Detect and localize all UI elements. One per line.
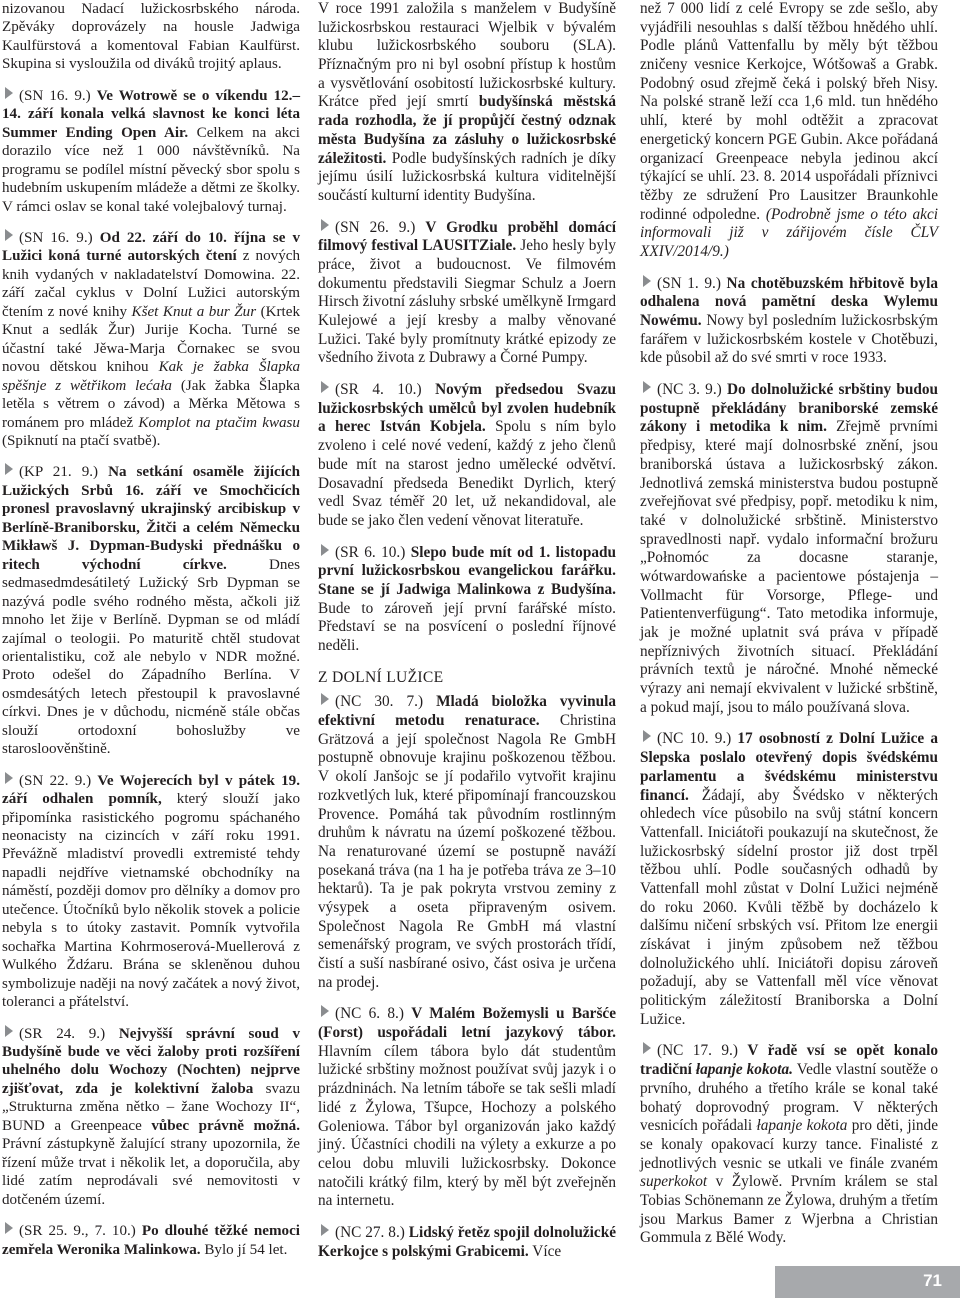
arrow-right-icon: [5, 1025, 13, 1037]
arrow-right-icon: [5, 87, 13, 99]
news-item: (NC 17. 9.) V řadě vsí se opět konalo tradiční łapanje kokota. Vedle vlastní soutěže o prvního, druhého a třetího krále se konal také bohatý doprovodný program. V některých vesnicích pořádali łapanje kokota pro děti, jinde se konaly opakovací kurzy tance. Finalisté z jednotlivých vesnic se utkali ve finále zvaném superkokot v Žylowě. Prvním králem se stal Tobias Schönemann ze Žylowa, druhým a třetím jsou Markus Bamer z Wjerbna a Christian Gommula z Bělé Wody.: [640, 1042, 938, 1247]
arrow-right-icon: [643, 730, 651, 742]
section-heading: Z DOLNÍ LUŽICE: [318, 668, 444, 686]
arrow-right-icon: [321, 1224, 329, 1236]
arrow-right-icon: [321, 381, 329, 393]
news-item: (SR 25. 9., 7. 10.) Po dlouhé těžké nemoci zemřela Weronika Malinkowa. Bylo jí 54 let.: [2, 1223, 300, 1258]
col3-intro: než 7 000 lidí z celé Evropy se zde sešlo, aby vyjádřili nesouhlas s další těžbou hnědého uhlí. Podle plánů Vattenfallu by měly být těžbou zničeny vesnice Kerkojce, Wótšowaš a Grabk. Podobný osud zřejmě čeká i polský břeh Nisy. Na polské straně leží cca 1,6 mld. tun hnědého uhlí, které by mohl odtěžit a zpracovat energetický koncern PGE Gubin. Akce pořádaná organizací Greenpeace nebyla jedinou akcí týkající se uhlí. 23. 8. 2014 uspořádali příznivci těžby ze sdružení Pro Lausitzer Braunkohle rodinné odpoledne. (Podrobně jsme o této akci informovali již v zářijovém čísle ČLV XXIV/2014/9.): [640, 0, 938, 260]
news-item: (SN 26. 9.) V Grodku proběhl domácí filmový festival LAUSITZiale. Jeho hesly byly práce, život a budoucnost. Ve filmovém dokumentu představili Siegmar Schulz a Joern Hirsch životní zásluhy srbské umělkyně Irmgard Kulejowé a její kresby a malby věnované Lužici. Také byly promítnuty krátké epizody ze všedního života z Dubrawy a Čorné Pumpy.: [318, 218, 617, 367]
news-item: (NC 3. 9.) Do dolnolužické srbštiny budou postupně překládány braniborské zemské zákony i metodika k nim. Zřejmě prvními předpisy, které mají dolnosrbské znění, jsou braniborská ústava a lužickosrbský zákon. Jednotlivá zemská ministerstva budou postupně zveřejňovat své předpisy, popř. metodiku k nim, také v dolnolužické srbštině. Ministerstvo spravedlnosti např. vydalo informační brožuru „Połnomóc za docasne staranje, wótwardowańske a pacientowe póstajenja – Vollmacht für Vorsorge, Pflege- und Patientenverfügung“. Tato metodika informuje, jak je možné uplatnit svá práva v případě nepříznivých životních situací. Překládání právních textů je náročné. Mnohé německé výrazy ani nemají ekvivalent v lužické srbštině, a pokud mají, jsou to málo používaná slova.: [640, 381, 939, 716]
arrow-right-icon: [321, 1005, 329, 1017]
arrow-right-icon: [321, 544, 329, 556]
column-3: [640, 0, 938, 1261]
news-item: (SN 16. 9.) Od 22. září do 10. října se v Lužici koná turné autorských čtení z nových knih vydaných v nakladatelství Domowina. 22. září začal cyklus v Dolní Lužici autorským čtením z nové knihy Kšet Knut a bur Žur (Krtek Knut a sedlák Žur) Jurije Kocha. Turné se účastní také Jěwa-Marja Čornakec se svou novou dětskou knihou Kak je žabka Šlapka spěšnje z wětřikom lećała (Jak žabka Šlapka letěla s větrem o závod) a Měrka Mětowa s románem pro mládež Komplot na ptačim kwasu (Spiknutí na ptačí svatbě).: [2, 229, 301, 449]
news-item: (SR 6. 10.) Slepo bude mít od 1. listopadu první lužickosrbskou evangelickou farářku. Stane se jí Jadwiga Malinkowa z Budyšína. Bude to zároveň její první farářské místo. Představí se na posvícení o poslední říjnové neděli.: [318, 543, 617, 654]
arrow-right-icon: [5, 1222, 13, 1234]
news-item: (SN 1. 9.) Na chotěbuzském hřbitově byla odhalena nová pamětní deska Wylemu Nowému. Nowy byl posledním lužickosrbským farářem v lužickosrbském kostele v Chotěbuzi, kde působil až do své smrti v roce 1933.: [640, 274, 938, 367]
page-number: 71: [923, 1271, 942, 1290]
column-1: [2, 0, 300, 1272]
arrow-right-icon: [643, 381, 651, 393]
news-item: (SN 22. 9.) Ve Wojerecích byl v pátek 19. září odhalen pomník, který slouží jako připomínka rasistického pogromu spáchaného neonacisty na cizincích v září roku 1991. Převážně mladiství provedli extremisté tehdy napadli nejdříve vietnamské obchodníky na náměstí, později domov pro dělníky a domov pro utečence. Útočníků bylo několik stovek a policie nebyla s to útoky zastavit. Pomník vytvořila sochařka Martina Kohrmoserová-Muellerová z Wulkého Ždźaru. Brána se skleněnou duhou symbolizuje naději na nový začátek a nový život, toleranci a přátelství.: [2, 772, 300, 1011]
news-item: (KP 21. 9.) Na setkání osaměle žijících Lužických Srbů 16. září ve Smochčicích pronesl pravoslavný ukrajinský arcibiskup v Berlíně-Braniborsku, Žitči a celém Německu Mikławš J. Dypman-Budyski přednášku o ritech východní církve. Dnes sedmasedmdesátiletý Lužický Srb Dypman se nazývá podle svého rodného města, ačkoli již mnoho let žije v Berlíně. Dypman se od mládí zajímal o teologii. Po maturitě chtěl studovat orientalistiku, což ale nebylo v NDR možné. Proto odešel do Západního Berlína. V osmdesátých letech přestoupil k pravoslavné církvi. Dnes je v důchodu, nicméně stále občas slouží ortodoxní bohoslužby ve starosloověnštině.: [2, 464, 300, 758]
news-item: (SR 24. 9.) Nejvyšší správní soud v Budyšíně bude ve věci žaloby proti rozšíření uhelného dolu Wochozy (Nochten) nejprve zjišťovat, zda je kolektivní žaloba svazu „Strukturna změna nětko – žane Wochozy II“, BUND a Greenpeace vůbec právně možná. Právní zástupkyně žalující strany upozornila, že řízení může trvat i několik let, a doporučila, aby lidé zatím neprodávali své nemovitosti v dotčeném území.: [2, 1025, 300, 1208]
arrow-right-icon: [643, 275, 651, 287]
news-item: (NC 30. 7.) Mladá bioložka vyvinula efektivní metodu renaturace. Christina Grätzová a její společnost Nagola Re GmbH postupně obnovuje krajinu poškozenou těžbou. V okolí Janšojc se jí podařilo vytvořit krajinu rozkvetlých luk, které připomínají francouzskou Provence. Pomáhá tak původním rostlinným druhům k návratu na území poškozené těžbou. Na renaturované území se postupně naváží posekaná tráva (na 1 ha je potřeba tráva ze 3–10 hektarů). Ta je pak pokryta vrstvou zeminy z výsypek a oseta připraveným osivem. Společnost Nagola Re GmbH má vlastní semenářský program, ve svých prostorách třídí, čistí a suší nasbírané osivo, část osiva je určena na prodej.: [318, 693, 617, 991]
col1-intro: nizovanou Nadací lužickosrbského národa. Zpěváky doprovázely na housle Jadwiga Kaulfürstová a komentoval Fabian Kaulfürst. Skupina si vysloužila od diváků trojitý aplaus.: [2, 1, 300, 73]
col2-intro: V roce 1991 založila s manželem v Budyšíně lužickosrbskou restauraci Wjelbik v bývalém klubu lužickosrbského souboru (SLA). Příznačným pro ni byl osobní přístup k hostům a vysvětlování osobitostí lužickosrbské kultury. Krátce před její smrtí budyšínská městská rada rozhodla, že jí propůjčí čestný odznak města Budyšína za zásluhy o lužickosrbské záležitosti. Podle budyšínských radních je díky jejímu úsilí lužickosrbská kultura viditelnější součástí kulturní identity Budyšína.: [318, 0, 616, 204]
arrow-right-icon: [5, 463, 13, 475]
column-2: [318, 0, 616, 1274]
arrow-right-icon: [5, 229, 13, 241]
news-item: (NC 27. 8.) Lidský řetěz spojil dolnolužické Kerkojce s polskými Grabicemi. Více: [318, 1223, 616, 1260]
arrow-right-icon: [5, 772, 13, 784]
arrow-right-icon: [321, 693, 329, 705]
news-item: (NC 6. 8.) V Malém Božemysli u Baršće (Forst) uspořádali letní jazykový tábor. Hlavním cílem tábora bylo dát studentům lužické srbštiny možnost používat svůj jazyk i o prázdninách. Na letním táboře se tak sešli mladí lidé z Žylowa, Tšupce, Hochozy a polského Goleniowa. Tábor byl organizován jako každý jiný. Účastníci chodili na výlety a exkurze a po celou dobu mluvili lužickosrbsky. Dokonce natočili krátký film, který by měl být zveřejněn na internetu.: [318, 1005, 616, 1210]
news-item: (NC 10. 9.) 17 osobností z Dolní Lužice a Slepska poslalo otevřený dopis švédskému parlamentu a švédskému ministerstvu financí. Žádají, aby Švédsko v některých ohledech více působilo na svůj státní koncern Vattenfall. Iniciátoři poukazují na skutečnost, že lužickosrbský sídelní prostor již dost trpěl těžbou uhlí. Podle současných odhadů by Vattenfall mohl zůstat v Dolní Lužici nejméně do roku 2060. Kvůli těžbě by docházelo k dalšímu ničení srbských vsí. Přitom lze energii získávat i jiným způsobem než těžbou dolnolužického uhlí. Iniciátoři dopisu zároveň požadují, aby se Vattenfall měl více věnovat politickým záležitostí Braniborska a Dolní Lužice.: [640, 730, 938, 1028]
page-number-box: [775, 1266, 960, 1298]
news-item: (SR 4. 10.) Novým předsedou Svazu lužickosrbských umělců byl zvolen hudebník a herec István Kobjela. Spolu s ním bylo zvoleno i celé nové vedení, každý z jeho členů bude mít na starost jedno umělecké odvětví. Dosavadní předseda Benedikt Dyrlich, který vedl Svaz téměř 20 let, už nekandidoval, ale bude se jako člen vedení věnovat literatuře.: [318, 381, 616, 529]
arrow-right-icon: [643, 1042, 651, 1054]
arrow-right-icon: [321, 219, 329, 231]
news-item: (SN 16. 9.) Ve Wotrowě se o víkendu 12.–14. září konala velká slavnost ke konci léta Summer Ending Open Air. Celkem na akci dorazilo více než 1 000 návštěvníků. Na programu se podílel místní pěvecký sbor spolu s hudebním uskupením mládeže a dětmi ze školky. V rámci oslav se konal také volejbalový turnaj.: [2, 87, 301, 215]
